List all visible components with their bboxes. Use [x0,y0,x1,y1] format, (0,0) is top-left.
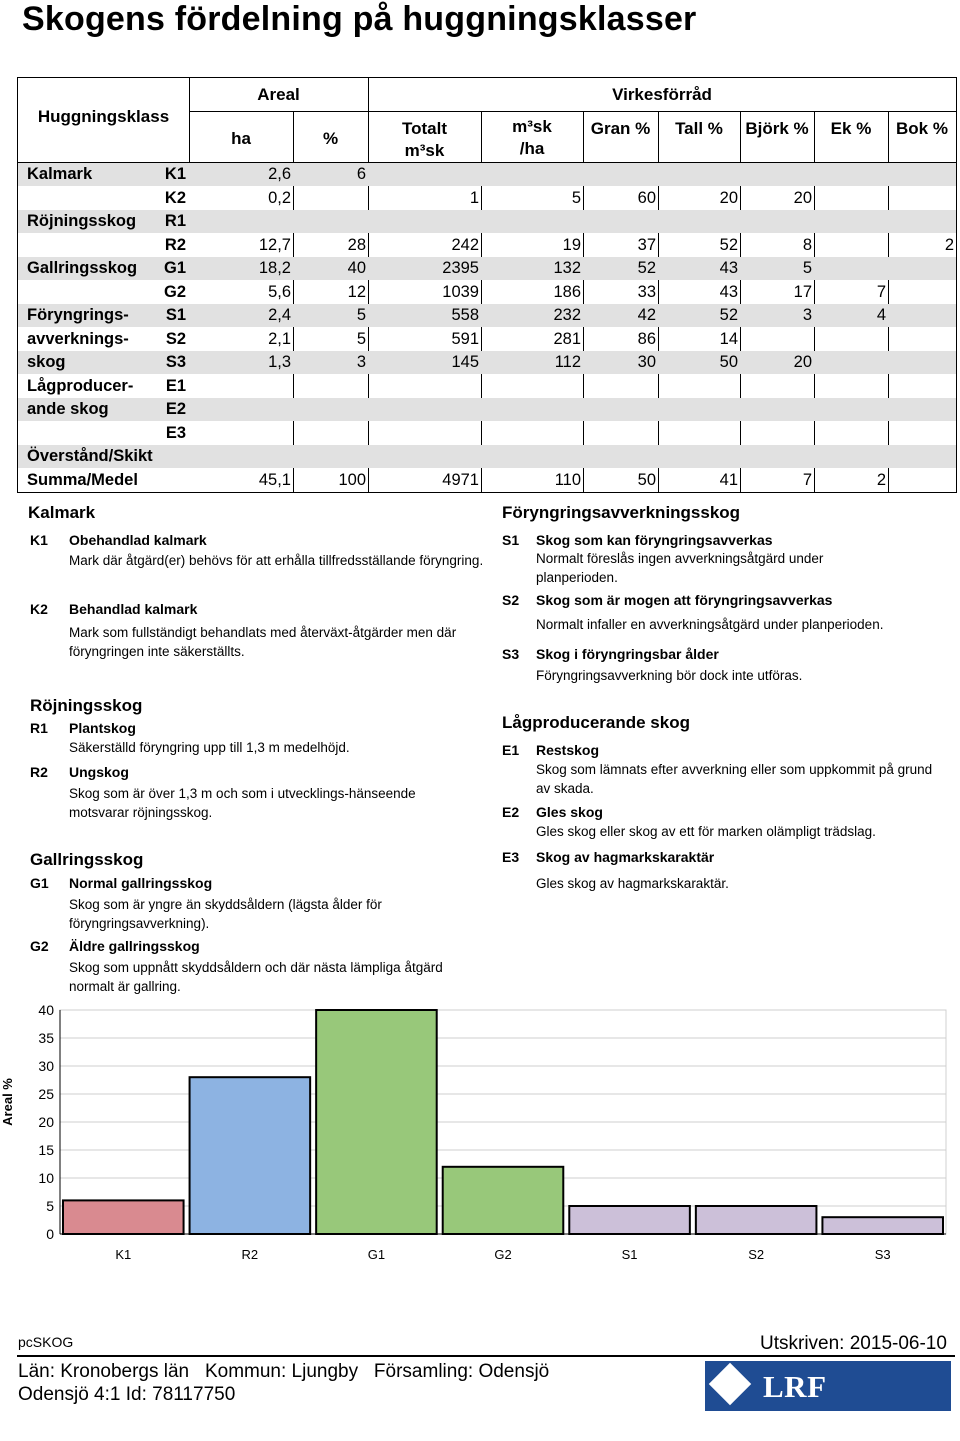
cell-tall [658,163,738,186]
y-axis-label: Areal % [0,1078,15,1126]
def-name: Normal gallringsskog [69,875,213,891]
table-row [18,398,956,421]
cell-bok [888,375,954,398]
row-code: R1 [164,212,186,230]
def-name: Skog av hagmarkskaraktär [536,849,715,865]
def-description: Normalt infaller en avverkningsåtgärd under planperioden. [536,617,884,632]
table-row [18,469,956,492]
cell-tot [368,375,479,398]
def-code: E3 [502,849,520,865]
row-code: E3 [165,423,186,442]
section-heading-gallringsskog: Gallringsskog [30,850,144,869]
row-code: E2 [165,400,186,418]
x-tick-label: S2 [748,1247,765,1262]
cell-gran: 42 [637,306,656,324]
cell-pct [293,187,366,210]
cell-bok [888,210,954,233]
cell-ek: 4 [876,306,886,324]
huggningsklass-table [17,77,957,493]
cell-per-ha: 281 [553,329,581,348]
y-tick-label: 0 [46,1226,54,1242]
cell-tot: 591 [451,329,479,348]
x-tick-label: G1 [367,1247,386,1262]
row-code: R2 [164,235,186,254]
cell-per-ha: 232 [553,306,581,324]
cell-ek [814,351,886,374]
cell-bjork: 5 [802,259,812,277]
cell-gran: 86 [637,329,656,348]
cell-gran: 52 [637,259,656,277]
cell-gran [583,210,656,233]
cell-ek [814,445,886,468]
cell-gran [583,375,656,398]
page-title: Skogens fördelning på huggningsklasser [22,0,697,38]
table-row [18,210,956,233]
row-code [148,445,186,468]
header-m3sk: m³sk [512,117,552,136]
cell-pct: 100 [338,470,366,489]
cell-per-ha [481,445,581,468]
cell-tot: 145 [451,353,479,371]
def-description: Säkerställd föryngring upp till 1,3 m medelhöjd. [69,740,350,755]
cell-gran: 33 [637,282,656,301]
cell-tall: 43 [719,282,738,301]
cell-bok [888,257,954,280]
cell-ek [814,234,886,257]
cell-gran: 30 [637,353,656,371]
def-name: Ungskog [69,764,129,780]
row-code: G1 [163,259,186,277]
table-row [18,351,956,374]
y-tick-label: 35 [38,1030,54,1046]
def-code: R2 [30,764,48,780]
def-description: Skog som lämnats efter avverkning eller som uppkommit på grund av skada. [536,762,933,796]
cell-tot [368,163,479,186]
header-gran: Gran % [590,119,651,138]
cell-bok [888,281,954,304]
row-code: K2 [164,188,186,207]
y-tick-label: 30 [38,1058,54,1074]
section-heading-lagproducerande-skog: Lågproducerande skog [502,713,690,732]
y-tick-label: 15 [38,1142,54,1158]
def-code: E1 [502,742,520,758]
cell-ha: 2,4 [268,306,291,324]
row-group-label: skog [27,353,66,371]
cell-ek [814,422,886,445]
def-description: Skog som är över 1,3 m och som i utvecklings-hänseende motsvarar röjningsskog. [69,786,416,820]
cell-tall [658,375,738,398]
def-description: Skog som uppnått skyddsåldern och där nästa lämpliga åtgärd normalt är gallring. [69,960,443,994]
def-code: R1 [30,720,48,736]
x-tick-label: S3 [874,1247,891,1262]
row-code: S1 [165,306,186,324]
cell-gran: 37 [637,235,656,254]
cell-pct [293,210,366,233]
x-tick-label: S1 [621,1247,638,1262]
def-name: Plantskog [69,720,136,736]
cell-tot: 242 [451,235,479,254]
logo-text: LRF KONSULT [763,1369,916,1440]
cell-pct: 3 [356,353,366,371]
table-row [18,257,956,280]
header-divider [189,111,956,112]
def-description: Normalt föreslås ingen avverkningsåtgärd under planperioden. [536,551,824,585]
cell-ha [189,210,291,233]
cell-bjork: 7 [802,470,812,489]
cell-tall [658,398,738,421]
cell-tall: 14 [719,329,738,348]
cell-bok [888,445,954,468]
cell-tot: 1 [469,188,479,207]
def-name: Skog som kan föryngringsavverkas [536,532,773,548]
location-line: Län: Kronobergs län Kommun: Ljungby Församling: Odensjö [18,1361,550,1382]
cell-ha [189,398,291,421]
def-description: Mark där åtgärd(er) behövs för att erhålla tillfredsställande föryngring. [69,553,484,568]
header-totalt: Totalt [401,119,447,138]
program-name: pcSKOG [18,1334,74,1350]
header-bok: Bok % [896,119,948,138]
cell-bok [888,187,954,210]
def-name: Skog i föryngringsbar ålder [536,646,719,662]
cell-ek [814,375,886,398]
section-heading-kalmark: Kalmark [28,503,96,522]
bar-k1 [63,1200,184,1234]
row-code [148,469,186,492]
cell-per-ha [481,210,581,233]
bar-s3 [822,1217,943,1234]
areal-bar-chart [0,1000,960,1270]
cell-ha [189,445,291,468]
cell-per-ha: 112 [554,353,581,371]
y-tick-label: 40 [38,1002,54,1018]
cell-pct [293,445,366,468]
header-ha: ha [231,129,251,148]
cell-per-ha [481,375,581,398]
cell-gran: 50 [637,470,656,489]
cell-tot [368,210,479,233]
section-heading-rojningsskog: Röjningsskog [30,696,143,715]
cell-per-ha: 19 [562,235,581,254]
def-name: Skog som är mogen att föryngringsavverkas [536,592,833,608]
y-tick-label: 20 [38,1114,54,1130]
section-heading-foryngringsavverkningsskog: Föryngringsavverkningsskog [502,503,741,522]
cell-tall: 41 [719,470,738,489]
x-tick-label: R2 [241,1247,259,1262]
cell-tall [658,422,738,445]
cell-bjork: 20 [793,188,812,207]
cell-pct: 40 [347,259,366,277]
header-pct: % [322,129,339,148]
row-code: G2 [163,282,186,301]
cell-ek [814,257,886,280]
cell-tot: 2395 [442,259,479,277]
cell-per-ha: 186 [553,282,581,301]
cell-tall: 43 [719,259,738,277]
cell-ek [814,187,886,210]
x-tick-label: K1 [115,1247,132,1262]
row-code: E1 [165,376,186,395]
cell-tall [658,445,738,468]
header-per-ha: /ha [519,139,545,158]
def-code: E2 [502,804,520,820]
def-code: S3 [502,646,520,662]
cell-gran [583,422,656,445]
cell-pct [293,422,366,445]
cell-ek [814,210,886,233]
footer-rule [17,1355,955,1357]
cell-bok [888,469,954,492]
cell-bok [888,351,954,374]
cell-per-ha: 5 [571,188,581,207]
cell-bok [888,328,954,351]
cell-gran [583,163,656,186]
cell-ha [189,375,291,398]
header-tall: Tall % [675,119,723,138]
cell-bjork: 8 [802,235,812,254]
cell-pct: 5 [356,306,366,324]
cell-ha: 2,6 [268,165,291,183]
cell-per-ha [481,422,581,445]
row-code: S3 [165,353,186,371]
def-description: Föryngringsavverkning bör dock inte utföras. [536,668,803,683]
header-totalt-unit: m³sk [404,141,445,160]
y-tick-label: 5 [46,1198,54,1214]
header-virkesforrad: Virkesförråd [612,85,712,104]
row-code: K1 [164,165,186,183]
cell-per-ha [481,398,581,421]
cell-pct: 12 [347,282,366,301]
row-group-label: Föryngrings- [27,306,129,324]
cell-bjork [740,398,812,421]
y-tick-label: 10 [38,1170,54,1186]
cell-gran [583,445,656,468]
cell-tot: 4971 [442,470,479,489]
cell-ek [814,328,886,351]
bar-s2 [696,1206,817,1234]
def-name: Obehandlad kalmark [69,532,207,548]
header-bjork: Björk % [745,119,809,138]
def-name: Gles skog [536,804,603,820]
cell-ha: 45,1 [258,470,291,489]
cell-tot: 558 [451,306,479,324]
row-group-label: ande skog [27,400,109,418]
property-line: Odensjö 4:1 Id: 78117750 [18,1384,236,1405]
cell-pct [293,375,366,398]
cell-bjork: 17 [793,282,812,301]
cell-tall [658,210,738,233]
cell-tall: 20 [719,188,738,207]
def-code: S1 [502,532,520,548]
table-row [18,187,956,210]
cell-bok: 2 [944,235,954,254]
cell-ek: 7 [876,282,886,301]
def-name: Behandlad kalmark [69,601,198,617]
row-group-label: Överstånd/Skikt [27,447,153,465]
table-row [18,375,956,398]
def-code: K1 [30,532,48,548]
bar-g2 [443,1167,564,1234]
cell-per-ha [481,163,581,186]
cell-ha: 0,2 [268,188,291,207]
cell-pct: 28 [347,235,366,254]
cell-per-ha: 110 [554,470,581,489]
cell-ha: 18,2 [258,259,291,277]
cell-bjork [740,328,812,351]
table-row [18,163,956,186]
cell-bok [888,304,954,327]
cell-bok [888,163,954,186]
row-code: S2 [165,329,186,348]
row-group-label: Röjningsskog [27,212,137,230]
cell-bjork [740,210,812,233]
def-description: Gles skog eller skog av ett för marken olämpligt trädslag. [536,824,876,839]
header-ek: Ek % [830,119,872,138]
bar-s1 [569,1206,690,1234]
y-tick-label: 25 [38,1086,54,1102]
cell-tot [368,422,479,445]
cell-bjork: 3 [802,306,812,324]
cell-ek [814,163,886,186]
cell-tot [368,445,479,468]
cell-pct: 6 [356,165,366,183]
def-description: Mark som fullständigt behandlats med återväxt-åtgärder men där föryngringen inte säkerställts. [69,625,457,659]
cell-tall: 52 [719,235,738,254]
table-row [18,445,956,468]
bar-r2 [190,1077,311,1234]
def-name: Äldre gallringsskog [69,938,200,954]
cell-tot [368,398,479,421]
cell-bjork: 20 [793,353,812,371]
cell-ha: 1,3 [268,353,291,371]
cell-tall: 52 [719,306,738,324]
cell-per-ha: 132 [553,259,581,277]
cell-gran: 60 [637,188,656,207]
print-date: Utskriven: 2015-06-10 [760,1333,947,1354]
cell-ha: 5,6 [268,282,291,301]
header-huggningsklass: Huggningsklass [37,107,170,126]
cell-pct: 5 [356,329,366,348]
cell-bjork [740,163,812,186]
table-row [18,422,956,445]
cell-ha: 12,7 [258,235,291,254]
def-code: G2 [30,938,49,954]
bar-g1 [316,1010,437,1234]
x-tick-label: G2 [494,1247,512,1262]
table-row [18,234,956,257]
cell-bok [888,398,954,421]
row-group-label: Kalmark [27,165,93,183]
cell-ha: 2,1 [268,329,291,348]
def-name: Restskog [536,742,600,758]
row-group-label: Lågproducer- [27,376,134,395]
def-code: K2 [30,601,48,617]
logo-diamond-icon [709,1363,751,1405]
cell-gran [583,398,656,421]
cell-bjork [740,375,812,398]
cell-bjork [740,445,812,468]
cell-pct [293,398,366,421]
lrf-konsult-logo [705,1361,951,1440]
row-group-label: Gallringsskog [27,259,138,277]
row-group-label: avverknings- [27,329,129,348]
cell-bjork [740,422,812,445]
cell-tot: 1039 [442,282,479,301]
table-row [18,328,956,351]
header-areal: Areal [257,85,300,104]
cell-ek [814,398,886,421]
cell-tall: 50 [719,353,738,371]
def-code: S2 [502,592,520,608]
def-description: Skog som är yngre än skyddsåldern (lägsta ålder för föryngringsavverkning). [69,897,382,931]
table-row [18,304,956,327]
table-row [18,281,956,304]
cell-ek: 2 [876,470,886,489]
row-group-label: Summa/Medel [27,470,138,489]
def-code: G1 [30,875,49,891]
cell-bok [888,422,954,445]
def-description: Gles skog av hagmarkskaraktär. [536,876,729,891]
cell-ha [189,422,291,445]
